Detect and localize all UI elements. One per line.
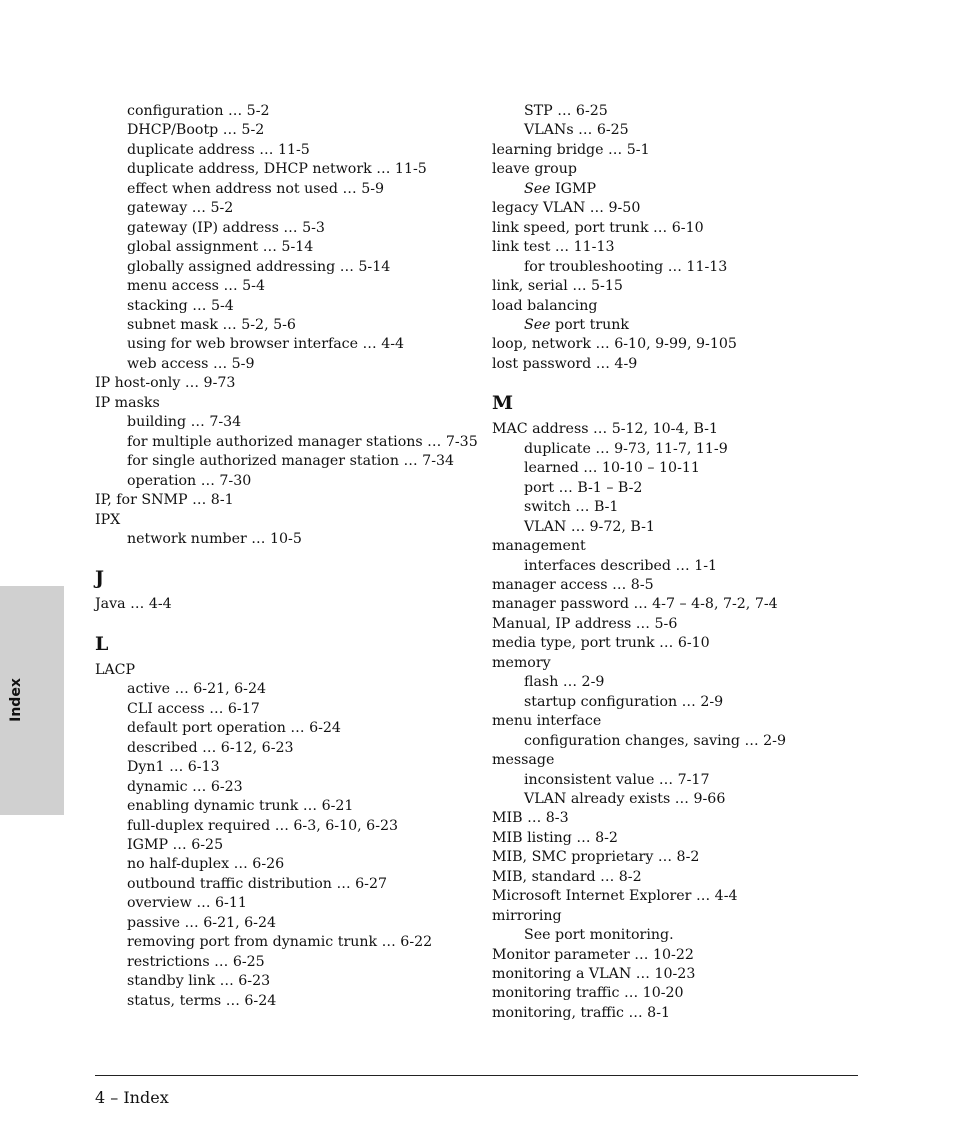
index-entry (95, 374, 475, 393)
entry-text: Dyn1 … 6-13 (127, 759, 220, 776)
see-reference: See (524, 180, 551, 197)
see-reference: See (524, 316, 551, 333)
entry-text: manager password … 4-7 – 4-8, 7-2, 7-4 (492, 596, 778, 613)
index-subentry (492, 180, 872, 199)
entry-text: MIB … 8-3 (492, 810, 569, 827)
entry-text: CLI access … 6-17 (127, 700, 260, 717)
index-subentry (492, 771, 872, 790)
index-entry (492, 576, 872, 595)
index-entry (492, 712, 872, 731)
index-subentry (95, 297, 475, 316)
index-subentry (95, 817, 475, 836)
index-entry (95, 511, 475, 530)
entry-text: using for web browser interface … 4-4 (127, 336, 405, 353)
index-subentry (95, 739, 475, 758)
index-subentry (95, 875, 475, 894)
index-subentry (95, 413, 475, 432)
entry-text: startup configuration … 2-9 (524, 693, 724, 710)
entry-text: inconsistent value … 7-17 (524, 771, 710, 788)
index-subentry (95, 160, 475, 179)
entry-text: operation … 7-30 (127, 472, 252, 489)
entry-text: full-duplex required … 6-3, 6-10, 6-23 (127, 817, 399, 834)
section-letter: L (95, 632, 109, 655)
index-side-tab-label: Index (8, 678, 24, 722)
index-entry (95, 595, 475, 614)
index-subentry (95, 238, 475, 257)
index-subentry (95, 199, 475, 218)
index-subentry (95, 933, 475, 952)
index-subentry (95, 258, 475, 277)
index-entry (492, 335, 872, 354)
entry-text: port trunk (550, 316, 629, 333)
index-subentry (492, 479, 872, 498)
entry-text: standby link … 6-23 (127, 973, 271, 990)
entry-text: IGMP … 6-25 (127, 836, 224, 853)
entry-text: menu access … 5-4 (127, 278, 265, 295)
index-entry (492, 595, 872, 614)
entry-text: MIB, standard … 8-2 (492, 868, 642, 885)
index-subentry (95, 953, 475, 972)
entry-text: network number … 10-5 (127, 530, 302, 547)
index-entry (492, 654, 872, 673)
index-subentry (95, 355, 475, 374)
index-entry (492, 809, 872, 828)
index-subentry (492, 693, 872, 712)
entry-text: link test … 11-13 (492, 239, 615, 256)
entry-text: stacking … 5-4 (127, 297, 234, 314)
index-entry (492, 537, 872, 556)
index-entry (492, 634, 872, 653)
entry-text: no half-duplex … 6-26 (127, 856, 285, 873)
entry-text: media type, port trunk … 6-10 (492, 635, 710, 652)
entry-text: removing port from dynamic trunk … 6-22 (127, 934, 433, 951)
index-subentry (492, 732, 872, 751)
entry-text: message (492, 752, 555, 769)
entry-text: VLAN … 9-72, B-1 (524, 518, 655, 535)
index-subentry (95, 719, 475, 738)
index-subentry (95, 530, 475, 549)
entry-text: Monitor parameter … 10-22 (492, 946, 694, 963)
index-subentry (492, 673, 872, 692)
entry-text: enabling dynamic trunk … 6-21 (127, 798, 354, 815)
entry-text: restrictions … 6-25 (127, 953, 265, 970)
index-entry (492, 238, 872, 257)
entry-text: interfaces described … 1-1 (524, 557, 718, 574)
index-entry (492, 984, 872, 1003)
entry-text: menu interface (492, 713, 602, 730)
entry-text: web access … 5-9 (127, 355, 255, 372)
section-letter: J (95, 567, 104, 590)
entry-text: learned … 10-10 – 10-11 (524, 460, 700, 477)
index-entry (492, 355, 872, 374)
index-subentry (95, 894, 475, 913)
index-subentry (492, 498, 872, 517)
entry-text: learning bridge … 5-1 (492, 141, 650, 158)
index-entry (492, 965, 872, 984)
index-entry (95, 394, 475, 413)
index-entry (492, 420, 872, 439)
index-subentry (95, 914, 475, 933)
index-subentry (95, 797, 475, 816)
entry-text: MAC address … 5-12, 10-4, B-1 (492, 421, 719, 438)
index-subentry (95, 219, 475, 238)
index-subentry (492, 102, 872, 121)
entry-text: loop, network … 6-10, 9-99, 9-105 (492, 336, 737, 353)
entry-text: VLANs … 6-25 (524, 122, 629, 139)
index-entry (95, 661, 475, 680)
index-entry (492, 907, 872, 926)
index-entry (492, 199, 872, 218)
entry-text: for multiple authorized manager stations … 7-35 (127, 433, 478, 450)
entry-text: global assignment … 5-14 (127, 239, 314, 256)
index-subentry (492, 440, 872, 459)
index-entry (492, 1004, 872, 1023)
entry-text: MIB listing … 8-2 (492, 829, 618, 846)
index-entry (492, 946, 872, 965)
entry-text: for troubleshooting … 11-13 (524, 258, 728, 275)
index-subentry (492, 258, 872, 277)
entry-text: memory (492, 654, 551, 671)
entry-text: duplicate address … 11-5 (127, 141, 310, 158)
entry-text: building … 7-34 (127, 414, 242, 431)
entry-text: MIB, SMC proprietary … 8-2 (492, 849, 700, 866)
entry-text: flash … 2-9 (524, 674, 605, 691)
entry-text: active … 6-21, 6-24 (127, 681, 267, 698)
index-subentry (95, 316, 475, 335)
index-entry (492, 219, 872, 238)
entry-text: port … B-1 – B-2 (524, 479, 643, 496)
index-subentry (492, 518, 872, 537)
index-column-left (95, 102, 478, 1011)
index-subentry (492, 459, 872, 478)
entry-text: switch … B-1 (524, 499, 619, 516)
entry-text: globally assigned addressing … 5-14 (127, 258, 391, 275)
index-subentry (95, 335, 475, 354)
entry-text: status, terms … 6-24 (127, 992, 277, 1009)
entry-text: duplicate address, DHCP network … 11-5 (127, 161, 427, 178)
entry-text: load balancing (492, 297, 598, 314)
index-subentry (95, 277, 475, 296)
entry-text: default port operation … 6-24 (127, 720, 341, 737)
entry-text: outbound traffic distribution … 6-27 (127, 875, 388, 892)
index-subentry (95, 452, 475, 471)
entry-text: monitoring a VLAN … 10-23 (492, 966, 696, 983)
entry-text: lost password … 4-9 (492, 355, 638, 372)
index-subentry (492, 121, 872, 140)
index-subentry (492, 790, 872, 809)
index-subentry (95, 472, 475, 491)
entry-text: gateway … 5-2 (127, 200, 234, 217)
index-subentry (95, 778, 475, 797)
index-entry (492, 751, 872, 770)
index-entry (492, 297, 872, 316)
entry-text: IP host-only … 9-73 (95, 375, 236, 392)
index-subentry (95, 433, 478, 452)
entry-text: DHCP/Bootp … 5-2 (127, 122, 265, 139)
entry-text: gateway (IP) address … 5-3 (127, 219, 325, 236)
index-entry (492, 141, 872, 160)
index-subentry (95, 121, 475, 140)
entry-text: IP masks (95, 394, 160, 411)
entry-text: mirroring (492, 907, 562, 924)
page-footer: 4 – Index (95, 1088, 169, 1107)
entry-text: manager access … 8-5 (492, 576, 654, 593)
entry-text: management (492, 538, 586, 555)
index-subentry (95, 972, 475, 991)
entry-text: configuration … 5-2 (127, 103, 270, 119)
entry-text: monitoring traffic … 10-20 (492, 985, 684, 1002)
index-column-right (492, 102, 872, 1023)
entry-text: duplicate … 9-73, 11-7, 11-9 (524, 440, 728, 457)
entry-text: monitoring, traffic … 8-1 (492, 1004, 671, 1021)
index-entry (95, 491, 475, 510)
entry-text: VLAN already exists … 9-66 (524, 790, 726, 807)
entry-text: for single authorized manager station … 7-34 (127, 453, 455, 470)
entry-text: IPX (95, 511, 121, 528)
entry-text: overview … 6-11 (127, 895, 247, 912)
index-entry (492, 829, 872, 848)
index-subentry (95, 855, 475, 874)
entry-text: dynamic … 6-23 (127, 778, 243, 795)
entry-text: configuration changes, saving … 2-9 (524, 732, 786, 749)
index-entry (492, 848, 872, 867)
entry-text: See port monitoring. (524, 927, 674, 944)
entry-text: leave group (492, 161, 577, 178)
index-subentry (95, 758, 475, 777)
index-subentry (95, 141, 475, 160)
entry-text: Microsoft Internet Explorer … 4-4 (492, 888, 738, 905)
index-entry (492, 615, 872, 634)
index-subentry (95, 700, 475, 719)
entry-text: Java … 4-4 (95, 596, 172, 613)
index-subentry (492, 557, 872, 576)
entry-text: STP … 6-25 (524, 103, 608, 119)
index-subentry (492, 926, 872, 945)
footer-rule (95, 1075, 858, 1076)
entry-text: Manual, IP address … 5-6 (492, 615, 678, 632)
entry-text: LACP (95, 661, 136, 678)
entry-text: IP, for SNMP … 8-1 (95, 492, 234, 509)
index-subentry (95, 836, 475, 855)
entry-text: link speed, port trunk … 6-10 (492, 219, 704, 236)
index-entry (492, 887, 872, 906)
index-subentry (492, 316, 872, 335)
index-subentry (95, 992, 475, 1011)
entry-text: effect when address not used … 5-9 (127, 180, 385, 197)
entry-text: legacy VLAN … 9-50 (492, 200, 641, 217)
index-entry (492, 277, 872, 296)
entry-text: IGMP (550, 180, 597, 197)
index-subentry (95, 102, 475, 121)
index-subentry (95, 180, 475, 199)
entry-text: passive … 6-21, 6-24 (127, 914, 277, 931)
section-letter: M (492, 392, 514, 415)
entry-text: subnet mask … 5-2, 5-6 (127, 316, 296, 333)
index-entry (492, 868, 872, 887)
entry-text: link, serial … 5-15 (492, 278, 623, 295)
index-entry (492, 160, 872, 179)
entry-text: described … 6-12, 6-23 (127, 739, 294, 756)
index-subentry (95, 680, 475, 699)
